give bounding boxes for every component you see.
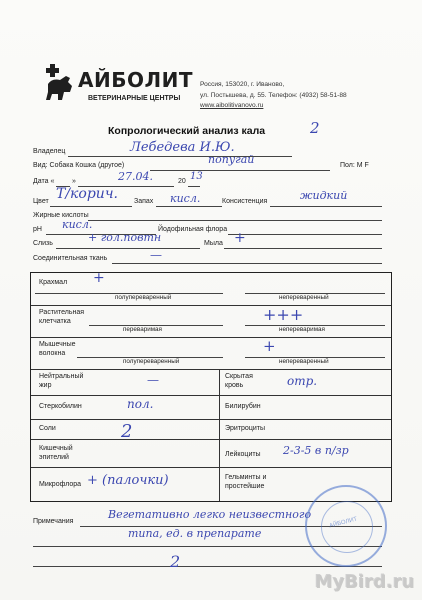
fiber-label-2: клетчатка [39, 318, 71, 325]
table-divider [31, 439, 391, 440]
form-title-number: 2 [310, 119, 320, 137]
brand-title: АЙБОЛИТ [78, 68, 193, 92]
address-line-1: Россия, 153020, г. Иваново, [200, 81, 285, 88]
fatty-acids-line [88, 220, 382, 221]
soap-line [224, 248, 382, 249]
neutral-fat-label-2: жир [39, 382, 52, 389]
color-label: Цвет [33, 198, 49, 205]
starch-undigested-label: непереваренный [279, 294, 329, 301]
table-divider [31, 395, 391, 396]
species-value: попугай [208, 153, 255, 166]
date-year-line [188, 186, 200, 187]
mucus-label: Слизь [33, 240, 53, 247]
muscle-half-digested-label: полупереваренный [123, 358, 180, 365]
notes-text-1: Вегетативно легко неизвестного [108, 508, 312, 521]
salts-value: 2 [121, 421, 133, 442]
muscle-label-1: Мышечные [39, 341, 76, 348]
salts-label: Соли [39, 425, 56, 432]
table-divider [31, 419, 391, 420]
fiber-label-1: Растительная [39, 309, 85, 316]
date-label-prefix: Дата « [33, 178, 55, 185]
microflora-value: + (палочки) [87, 473, 169, 488]
species-label: Вид: Собака Кошка (другое) [33, 162, 125, 169]
starch-half-digested-label: полупереваренный [115, 294, 172, 301]
table-column-divider [219, 369, 220, 501]
owner-value: Лебедева И.Ю. [130, 140, 235, 155]
neutral-fat-value: — [147, 373, 159, 387]
clinic-stamp-text: АЙБОЛИТ [328, 516, 358, 530]
soap-value: + [234, 230, 246, 246]
stercobilin-value: пол. [127, 397, 154, 411]
notes-label: Примечания [33, 518, 74, 525]
mucus-value: + гол.повтн [88, 231, 162, 244]
stercobilin-label: Стеркобилин [39, 403, 82, 410]
fiber-indigestible-label: непереваримая [279, 326, 325, 333]
table-divider [31, 467, 391, 468]
leukocytes-label: Лейкоциты [225, 451, 261, 458]
fatty-acids-label: Жирные кислоты [33, 212, 89, 219]
iodophil-line [228, 234, 382, 235]
table-divider [31, 369, 391, 370]
muscle-undigested-label: непереваренный [279, 358, 329, 365]
hidden-blood-label-2: кровь [225, 382, 244, 389]
table-divider [31, 305, 391, 306]
smell-value: кисл. [170, 192, 201, 205]
website-link[interactable]: www.aibolitivanovo.ru [200, 102, 264, 109]
consistency-value: жидкий [300, 189, 348, 202]
neutral-fat-label-1: Нейтральный [39, 373, 84, 380]
notes-text-3: 2 [170, 552, 181, 571]
owner-label: Владелец [33, 148, 66, 155]
table-divider [31, 337, 391, 338]
epithelium-label-1: Кишечный [39, 445, 73, 452]
bilirubin-label: Билирубин [225, 403, 261, 410]
address [200, 80, 347, 112]
species-line [150, 170, 330, 171]
connective-line [112, 263, 382, 264]
form-title: Копрологический анализ кала [108, 125, 266, 137]
consistency-label: Консистенция [222, 198, 268, 205]
ph-label: pH [33, 226, 42, 233]
owner-line [68, 156, 292, 157]
soap-label: Мыла [204, 240, 223, 247]
fiber-value: +++ [263, 305, 304, 324]
date-label-mid: » [72, 178, 76, 185]
sex-label: Пол: М F [340, 162, 369, 169]
starch-value: + [93, 270, 105, 286]
address-line-2: ул. Постышева, д. 55. Телефон: (4932) 58-51-88 [200, 91, 347, 99]
starch-label: Крахмал [39, 279, 68, 286]
clinic-stamp [305, 485, 387, 567]
consistency-line [270, 206, 382, 207]
logo-icon [44, 62, 76, 102]
fiber-digestible-label: переваримая [123, 326, 162, 333]
microflora-label: Микрофлора [39, 481, 82, 488]
smell-line [156, 206, 222, 207]
site-watermark: MyBird.ru [314, 571, 414, 592]
notes-text-2: типа, ед. в препарате [128, 527, 262, 540]
date-year-value: 13 [190, 171, 203, 182]
epithelium-label-2: эпителий [39, 454, 69, 461]
helminths-label-1: Гельминты и [225, 474, 267, 481]
date-label-year: 20 [178, 178, 186, 185]
mucus-line [56, 248, 200, 249]
color-line [50, 206, 132, 207]
analysis-table [30, 272, 392, 502]
muscle-label-2: волокна [39, 350, 66, 357]
smell-label: Запах [134, 198, 154, 205]
erythrocytes-label: Эритроциты [225, 425, 265, 432]
muscle-value: + [263, 337, 276, 355]
brand-subtitle: ВЕТЕРИНАРНЫЕ ЦЕНТРЫ [88, 95, 181, 102]
hidden-blood-value: отр. [287, 374, 318, 388]
notes-line-3 [33, 566, 382, 567]
helminths-label-2: простейшие [225, 483, 265, 490]
date-value: 27.04. [118, 170, 153, 183]
leukocytes-value: 2-3-5 в п/зр [283, 444, 349, 457]
hidden-blood-label-1: Скрытая [225, 373, 253, 380]
color-value: Т/корич. [56, 186, 118, 202]
iodophil-label: Йодофильная флора [158, 226, 228, 233]
connective-value: — [150, 248, 162, 262]
connective-label: Соединительная ткань [33, 255, 108, 262]
ph-value: кисл. [62, 218, 93, 231]
